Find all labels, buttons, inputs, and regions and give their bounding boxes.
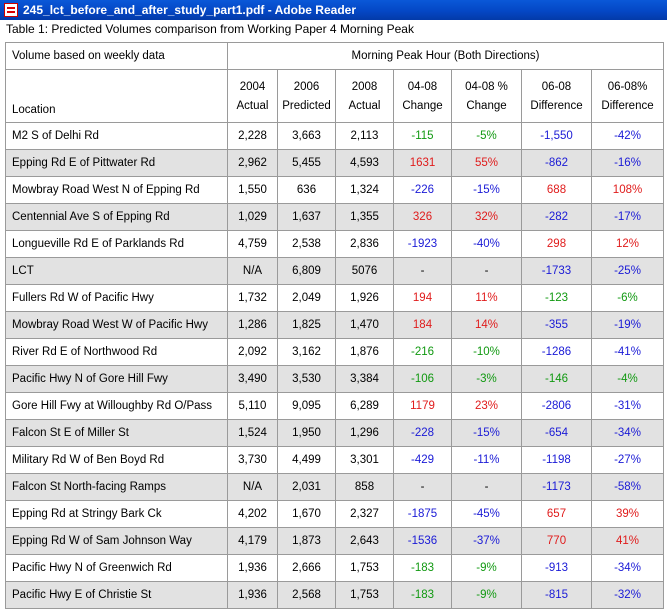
pct-change-0408-cell: 23% [452, 393, 522, 420]
pct-diff-0608-cell: -34% [592, 555, 664, 582]
location-cell: Epping Rd E of Pittwater Rd [6, 150, 228, 177]
predicted-2006-cell: 3,663 [278, 123, 336, 150]
diff-0608-cell: -862 [522, 150, 592, 177]
actual-2008-cell: 1,876 [336, 339, 394, 366]
actual-2008-cell: 1,355 [336, 204, 394, 231]
change-0408-cell: -183 [394, 555, 452, 582]
predicted-2006-cell: 9,095 [278, 393, 336, 420]
table-row [6, 258, 664, 285]
actual-2004-cell: 3,490 [228, 366, 278, 393]
location-cell: Military Rd W of Ben Boyd Rd [6, 447, 228, 474]
diff-0608-cell: -1286 [522, 339, 592, 366]
col-0608-pct-header: 06-08% Difference [592, 70, 664, 123]
actual-2008-cell: 2,836 [336, 231, 394, 258]
pct-change-0408-cell: -3% [452, 366, 522, 393]
predicted-2006-cell: 2,049 [278, 285, 336, 312]
pct-diff-0608-cell: -4% [592, 366, 664, 393]
predicted-2006-cell: 1,825 [278, 312, 336, 339]
actual-2008-cell: 3,384 [336, 366, 394, 393]
actual-2004-cell: 4,202 [228, 501, 278, 528]
table-row [6, 555, 664, 582]
diff-0608-cell: -282 [522, 204, 592, 231]
predicted-2006-cell: 1,873 [278, 528, 336, 555]
pct-diff-0608-cell: -25% [592, 258, 664, 285]
pct-diff-0608-cell: -16% [592, 150, 664, 177]
change-0408-cell: 194 [394, 285, 452, 312]
pct-change-0408-cell: -5% [452, 123, 522, 150]
predicted-2006-cell: 3,162 [278, 339, 336, 366]
col-0608-diff-header: 06-08 Difference [522, 70, 592, 123]
change-0408-cell: -429 [394, 447, 452, 474]
diff-0608-cell: -1733 [522, 258, 592, 285]
location-cell: M2 S of Delhi Rd [6, 123, 228, 150]
pct-diff-0608-cell: 41% [592, 528, 664, 555]
volumes-table [5, 42, 664, 609]
table-body [6, 123, 664, 609]
diff-0608-cell: 770 [522, 528, 592, 555]
diff-0608-cell: -123 [522, 285, 592, 312]
table-row [6, 366, 664, 393]
actual-2004-cell: N/A [228, 474, 278, 501]
table-row [6, 582, 664, 609]
pct-diff-0608-cell: -58% [592, 474, 664, 501]
pct-diff-0608-cell: -32% [592, 582, 664, 609]
pct-change-0408-cell: -11% [452, 447, 522, 474]
actual-2004-cell: 1,524 [228, 420, 278, 447]
location-cell: LCT [6, 258, 228, 285]
table-row [6, 177, 664, 204]
table-row [6, 447, 664, 474]
change-0408-cell: -228 [394, 420, 452, 447]
diff-0608-cell: -654 [522, 420, 592, 447]
actual-2008-cell: 1,296 [336, 420, 394, 447]
actual-2008-cell: 2,327 [336, 501, 394, 528]
diff-0608-cell: -1198 [522, 447, 592, 474]
predicted-2006-cell: 2,666 [278, 555, 336, 582]
location-cell: Fullers Rd W of Pacific Hwy [6, 285, 228, 312]
table-row [6, 420, 664, 447]
location-header: Location [6, 70, 228, 123]
actual-2004-cell: 1,286 [228, 312, 278, 339]
location-cell: Epping Rd at Stringy Bark Ck [6, 501, 228, 528]
diff-0608-cell: -913 [522, 555, 592, 582]
actual-2004-cell: 2,228 [228, 123, 278, 150]
predicted-2006-cell: 3,530 [278, 366, 336, 393]
window-titlebar[interactable] [0, 0, 667, 20]
pct-change-0408-cell: -37% [452, 528, 522, 555]
change-0408-cell: 1179 [394, 393, 452, 420]
table-row [6, 312, 664, 339]
location-cell: Pacific Hwy N of Greenwich Rd [6, 555, 228, 582]
change-0408-cell: -1536 [394, 528, 452, 555]
actual-2008-cell: 2,113 [336, 123, 394, 150]
actual-2004-cell: 1,732 [228, 285, 278, 312]
predicted-2006-cell: 2,538 [278, 231, 336, 258]
change-0408-cell: -106 [394, 366, 452, 393]
col-0408-pct-header: 04-08 % Change [452, 70, 522, 123]
predicted-2006-cell: 1,950 [278, 420, 336, 447]
predicted-2006-cell: 1,670 [278, 501, 336, 528]
pct-change-0408-cell: -45% [452, 501, 522, 528]
change-0408-cell: 326 [394, 204, 452, 231]
change-0408-cell: -1875 [394, 501, 452, 528]
diff-0608-cell: -2806 [522, 393, 592, 420]
pct-change-0408-cell: 11% [452, 285, 522, 312]
actual-2004-cell: 1,550 [228, 177, 278, 204]
predicted-2006-cell: 6,809 [278, 258, 336, 285]
location-cell: Pacific Hwy E of Christie St [6, 582, 228, 609]
actual-2008-cell: 5076 [336, 258, 394, 285]
predicted-2006-cell: 2,031 [278, 474, 336, 501]
col-2008-header: 2008 Actual [336, 70, 394, 123]
pct-diff-0608-cell: -27% [592, 447, 664, 474]
diff-0608-cell: 657 [522, 501, 592, 528]
location-cell: Falcon St North-facing Ramps [6, 474, 228, 501]
predicted-2006-cell: 636 [278, 177, 336, 204]
actual-2004-cell: 1,936 [228, 582, 278, 609]
location-cell: Epping Rd W of Sam Johnson Way [6, 528, 228, 555]
diff-0608-cell: -355 [522, 312, 592, 339]
predicted-2006-cell: 1,637 [278, 204, 336, 231]
diff-0608-cell: -1,550 [522, 123, 592, 150]
predicted-2006-cell: 4,499 [278, 447, 336, 474]
actual-2008-cell: 3,301 [336, 447, 394, 474]
actual-2004-cell: 2,962 [228, 150, 278, 177]
actual-2008-cell: 1,753 [336, 582, 394, 609]
pct-change-0408-cell: -9% [452, 555, 522, 582]
pct-diff-0608-cell: -42% [592, 123, 664, 150]
diff-0608-cell: 688 [522, 177, 592, 204]
location-cell: Mowbray Road West N of Epping Rd [6, 177, 228, 204]
change-0408-cell: -183 [394, 582, 452, 609]
pct-diff-0608-cell: -17% [592, 204, 664, 231]
pct-diff-0608-cell: 39% [592, 501, 664, 528]
actual-2004-cell: 2,092 [228, 339, 278, 366]
actual-2004-cell: N/A [228, 258, 278, 285]
location-cell: Gore Hill Fwy at Willoughby Rd O/Pass [6, 393, 228, 420]
pct-change-0408-cell: -9% [452, 582, 522, 609]
table-row [6, 393, 664, 420]
table-row [6, 501, 664, 528]
pct-diff-0608-cell: 12% [592, 231, 664, 258]
actual-2008-cell: 858 [336, 474, 394, 501]
actual-2004-cell: 4,179 [228, 528, 278, 555]
location-cell: Centennial Ave S of Epping Rd [6, 204, 228, 231]
location-cell: Mowbray Road West W of Pacific Hwy [6, 312, 228, 339]
actual-2008-cell: 4,593 [336, 150, 394, 177]
pct-diff-0608-cell: -31% [592, 393, 664, 420]
pct-change-0408-cell: 55% [452, 150, 522, 177]
predicted-2006-cell: 5,455 [278, 150, 336, 177]
location-cell: Longueville Rd E of Parklands Rd [6, 231, 228, 258]
adobe-reader-icon [4, 3, 18, 17]
table-row [6, 528, 664, 555]
diff-0608-cell: 298 [522, 231, 592, 258]
diff-0608-cell: -815 [522, 582, 592, 609]
col-2004-header: 2004 Actual [228, 70, 278, 123]
table-row [6, 204, 664, 231]
pct-change-0408-cell: -40% [452, 231, 522, 258]
predicted-2006-cell: 2,568 [278, 582, 336, 609]
pct-diff-0608-cell: -34% [592, 420, 664, 447]
table-caption: Table 1: Predicted Volumes comparison from Working Paper 4 Morning Peak [6, 22, 414, 36]
group-header: Morning Peak Hour (Both Directions) [228, 43, 664, 70]
actual-2004-cell: 1,936 [228, 555, 278, 582]
pct-change-0408-cell: -15% [452, 177, 522, 204]
table-row [6, 474, 664, 501]
pct-change-0408-cell: 14% [452, 312, 522, 339]
actual-2008-cell: 6,289 [336, 393, 394, 420]
actual-2008-cell: 1,324 [336, 177, 394, 204]
col-2006-header: 2006 Predicted [278, 70, 336, 123]
table-row [6, 123, 664, 150]
table-row [6, 231, 664, 258]
table-row [6, 339, 664, 366]
change-0408-cell: - [394, 474, 452, 501]
diff-0608-cell: -146 [522, 366, 592, 393]
table-row [6, 150, 664, 177]
pct-change-0408-cell: -15% [452, 420, 522, 447]
pct-diff-0608-cell: 108% [592, 177, 664, 204]
window-title: 245_lct_before_and_after_study_part1.pdf - Adobe Reader [23, 3, 356, 17]
change-0408-cell: 1631 [394, 150, 452, 177]
pct-change-0408-cell: - [452, 474, 522, 501]
location-cell: Pacific Hwy N of Gore Hill Fwy [6, 366, 228, 393]
actual-2004-cell: 1,029 [228, 204, 278, 231]
change-0408-cell: -226 [394, 177, 452, 204]
pct-change-0408-cell: -10% [452, 339, 522, 366]
actual-2008-cell: 1,753 [336, 555, 394, 582]
volume-note: Volume based on weekly data [6, 43, 228, 70]
diff-0608-cell: -1173 [522, 474, 592, 501]
col-0408-change-header: 04-08 Change [394, 70, 452, 123]
pct-diff-0608-cell: -41% [592, 339, 664, 366]
change-0408-cell: 184 [394, 312, 452, 339]
location-cell: River Rd E of Northwood Rd [6, 339, 228, 366]
pct-change-0408-cell: - [452, 258, 522, 285]
table-row [6, 285, 664, 312]
change-0408-cell: - [394, 258, 452, 285]
actual-2008-cell: 2,643 [336, 528, 394, 555]
actual-2004-cell: 5,110 [228, 393, 278, 420]
location-cell: Falcon St E of Miller St [6, 420, 228, 447]
actual-2004-cell: 3,730 [228, 447, 278, 474]
change-0408-cell: -1923 [394, 231, 452, 258]
pct-diff-0608-cell: -19% [592, 312, 664, 339]
actual-2008-cell: 1,470 [336, 312, 394, 339]
actual-2004-cell: 4,759 [228, 231, 278, 258]
pct-change-0408-cell: 32% [452, 204, 522, 231]
change-0408-cell: -115 [394, 123, 452, 150]
actual-2008-cell: 1,926 [336, 285, 394, 312]
change-0408-cell: -216 [394, 339, 452, 366]
pct-diff-0608-cell: -6% [592, 285, 664, 312]
